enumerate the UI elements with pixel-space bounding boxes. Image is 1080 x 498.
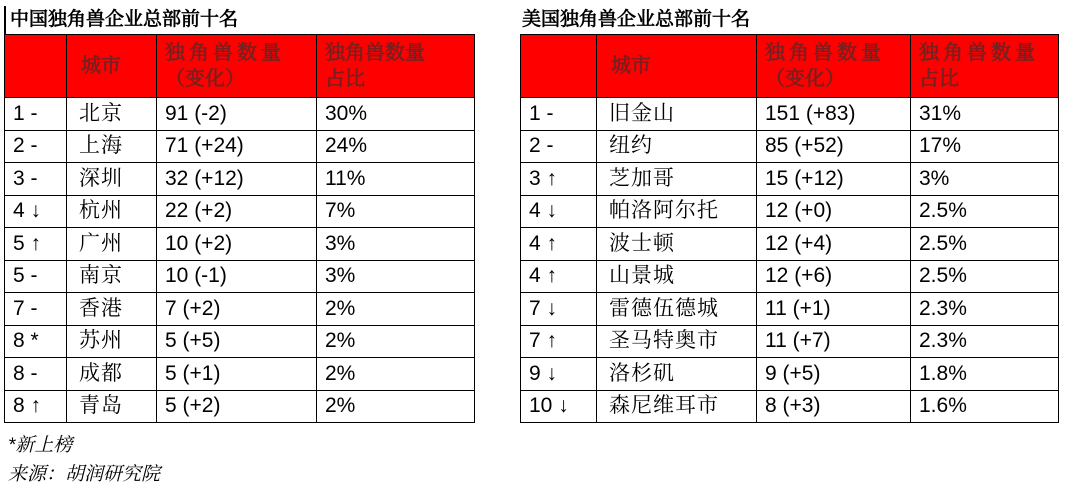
- count-cell: 10 (+2): [157, 228, 317, 261]
- city-cell: 深圳: [67, 163, 157, 196]
- city-cell: 青岛: [67, 390, 157, 423]
- usa-table-title: 美国独角兽企业总部前十名: [522, 9, 751, 30]
- source-footnote: 来源：胡润研究院: [8, 464, 161, 485]
- rank-cell: 4 ↑: [521, 228, 597, 261]
- count-cell: 11 (+7): [757, 325, 911, 358]
- city-cell: 帕洛阿尔托: [597, 195, 757, 228]
- share-cell: 2%: [317, 325, 475, 358]
- count-cell: 8 (+3): [757, 390, 911, 423]
- header-count-line1: 独角兽数量: [765, 42, 885, 64]
- share-cell: 7%: [317, 195, 475, 228]
- table-row: [5, 163, 475, 196]
- share-cell: 3%: [317, 260, 475, 293]
- share-cell: 2%: [317, 390, 475, 423]
- header-rank: [5, 35, 67, 98]
- table-row: [5, 358, 475, 391]
- rank-cell: 7 -: [5, 293, 67, 326]
- share-cell: 11%: [317, 163, 475, 196]
- share-cell: 3%: [317, 228, 475, 261]
- city-cell: 成都: [67, 358, 157, 391]
- city-cell: 波士顿: [597, 228, 757, 261]
- city-cell: 上海: [67, 130, 157, 163]
- usa-table: [520, 34, 1059, 423]
- count-cell: 12 (+0): [757, 195, 911, 228]
- header-count: [757, 35, 911, 98]
- rank-cell: 5 -: [5, 260, 67, 293]
- header-share-line2: 占比: [919, 68, 959, 90]
- rank-cell: 3 ↑: [521, 163, 597, 196]
- header-count-line2: （变化）: [765, 68, 845, 90]
- table-row: [5, 390, 475, 423]
- header-city: 城市: [597, 35, 757, 98]
- table-row: [521, 325, 1059, 358]
- city-cell: 纽约: [597, 130, 757, 163]
- table-row: [521, 293, 1059, 326]
- rank-cell: 4 ↓: [5, 195, 67, 228]
- usa-header-row: [521, 35, 1059, 98]
- rank-cell: 5 ↑: [5, 228, 67, 261]
- rank-cell: 8 *: [5, 325, 67, 358]
- count-cell: 71 (+24): [157, 130, 317, 163]
- city-cell: 森尼维耳市: [597, 390, 757, 423]
- count-cell: 22 (+2): [157, 195, 317, 228]
- share-cell: 30%: [317, 98, 475, 131]
- rank-cell: 8 ↑: [5, 390, 67, 423]
- share-cell: 2.5%: [911, 228, 1059, 261]
- header-count-line1: 独角兽数量: [165, 42, 285, 64]
- share-cell: 2.3%: [911, 325, 1059, 358]
- rank-cell: 3 -: [5, 163, 67, 196]
- city-cell: 北京: [67, 98, 157, 131]
- rank-cell: 10 ↓: [521, 390, 597, 423]
- header-city: 城市: [67, 35, 157, 98]
- city-cell: 圣马特奥市: [597, 325, 757, 358]
- table-row: [5, 260, 475, 293]
- city-cell: 苏州: [67, 325, 157, 358]
- header-count: [157, 35, 317, 98]
- header-share-line1: 独角兽数量: [325, 42, 425, 64]
- count-cell: 85 (+52): [757, 130, 911, 163]
- rank-cell: 2 -: [521, 130, 597, 163]
- count-cell: 32 (+12): [157, 163, 317, 196]
- count-cell: 11 (+1): [757, 293, 911, 326]
- table-row: [521, 163, 1059, 196]
- header-share: [911, 35, 1059, 98]
- china-table-panel: [4, 6, 475, 423]
- table-row: [521, 195, 1059, 228]
- city-cell: 雷德伍德城: [597, 293, 757, 326]
- share-cell: 3%: [911, 163, 1059, 196]
- share-cell: 2.3%: [911, 293, 1059, 326]
- table-row: [521, 98, 1059, 131]
- china-table-title: 中国独角兽企业总部前十名: [4, 6, 475, 34]
- count-cell: 9 (+5): [757, 358, 911, 391]
- usa-table-panel: [520, 6, 1059, 423]
- count-cell: 91 (-2): [157, 98, 317, 131]
- table-row: [521, 358, 1059, 391]
- share-cell: 1.6%: [911, 390, 1059, 423]
- city-cell: 山景城: [597, 260, 757, 293]
- table-row: [521, 260, 1059, 293]
- share-cell: 2.5%: [911, 260, 1059, 293]
- new-entry-footnote: *新上榜: [8, 435, 73, 456]
- header-count-line2: （变化）: [165, 68, 245, 90]
- count-cell: 5 (+1): [157, 358, 317, 391]
- rank-cell: 4 ↑: [521, 260, 597, 293]
- table-row: [5, 98, 475, 131]
- share-cell: 2%: [317, 358, 475, 391]
- rank-cell: 9 ↓: [521, 358, 597, 391]
- table-row: [5, 293, 475, 326]
- rank-cell: 1 -: [521, 98, 597, 131]
- count-cell: 7 (+2): [157, 293, 317, 326]
- table-row: [521, 228, 1059, 261]
- table-row: [5, 325, 475, 358]
- city-cell: 旧金山: [597, 98, 757, 131]
- table-row: [521, 390, 1059, 423]
- rank-cell: 4 ↓: [521, 195, 597, 228]
- rank-cell: 1 -: [5, 98, 67, 131]
- share-cell: 2%: [317, 293, 475, 326]
- share-cell: 31%: [911, 98, 1059, 131]
- header-share-line2: 占比: [325, 68, 365, 90]
- count-cell: 151 (+83): [757, 98, 911, 131]
- count-cell: 10 (-1): [157, 260, 317, 293]
- china-header-row: [5, 35, 475, 98]
- header-share-line1: 独角兽数量: [919, 42, 1039, 64]
- rank-cell: 7 ↑: [521, 325, 597, 358]
- table-row: [5, 195, 475, 228]
- rank-cell: 7 ↓: [521, 293, 597, 326]
- count-cell: 12 (+6): [757, 260, 911, 293]
- table-row: [5, 130, 475, 163]
- table-row: [5, 228, 475, 261]
- table-row: [521, 130, 1059, 163]
- city-cell: 南京: [67, 260, 157, 293]
- count-cell: 12 (+4): [757, 228, 911, 261]
- count-cell: 5 (+2): [157, 390, 317, 423]
- share-cell: 1.8%: [911, 358, 1059, 391]
- city-cell: 香港: [67, 293, 157, 326]
- share-cell: 24%: [317, 130, 475, 163]
- share-cell: 17%: [911, 130, 1059, 163]
- rank-cell: 2 -: [5, 130, 67, 163]
- header-rank: [521, 35, 597, 98]
- count-cell: 5 (+5): [157, 325, 317, 358]
- china-table: [4, 34, 475, 423]
- city-cell: 广州: [67, 228, 157, 261]
- city-cell: 洛杉矶: [597, 358, 757, 391]
- count-cell: 15 (+12): [757, 163, 911, 196]
- header-share: [317, 35, 475, 98]
- city-cell: 芝加哥: [597, 163, 757, 196]
- share-cell: 2.5%: [911, 195, 1059, 228]
- rank-cell: 8 -: [5, 358, 67, 391]
- city-cell: 杭州: [67, 195, 157, 228]
